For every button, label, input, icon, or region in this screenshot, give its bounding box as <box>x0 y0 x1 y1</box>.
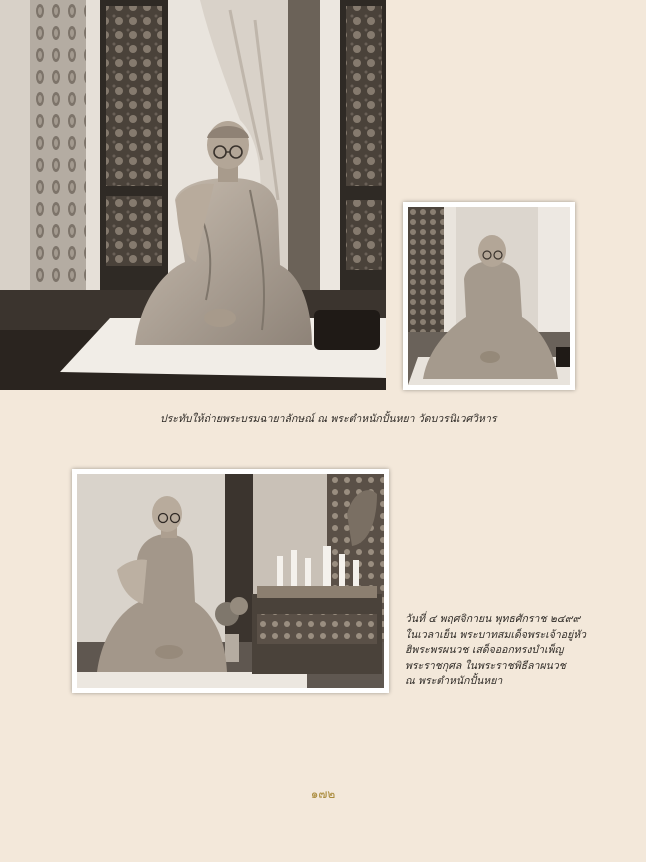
caption-side-line-1: วันที่ ๔ พฤศจิกายน พุทธศักราช ๒๔๙๙ <box>405 613 581 625</box>
caption-top: ประทับให้ถ่ายพระบรมฉายาลักษณ์ ณ พระตำหนักปั้นหยา วัดบวรนิเวศวิหาร <box>160 413 497 425</box>
photo-lower-ceremony <box>77 474 384 688</box>
caption-side-line-3: ฮิพระพรผนวช เสด็จออกทรงบำเพ็ญ <box>405 644 564 657</box>
photo-main-meditation <box>0 0 386 390</box>
photo-small-meditation <box>408 207 570 385</box>
photo-small-frame <box>403 202 575 390</box>
caption-side-line-5: ณ พระตำหนักปั้นหยา <box>405 675 503 688</box>
caption-side-line-2: ในเวลาเย็น พระบาทสมเด็จพระเจ้าอยู่หัว <box>405 628 587 641</box>
photo-small-illustration <box>408 207 570 385</box>
page-number: ๑๗๒ <box>310 787 336 801</box>
photo-lower-illustration <box>77 474 384 688</box>
caption-side-line-4: พระราชกุศล ในพระราชพิธีลาผนวช <box>405 659 566 672</box>
caption-side <box>405 612 615 690</box>
photo-lower-frame <box>72 469 389 693</box>
photo-main-illustration <box>0 0 386 390</box>
